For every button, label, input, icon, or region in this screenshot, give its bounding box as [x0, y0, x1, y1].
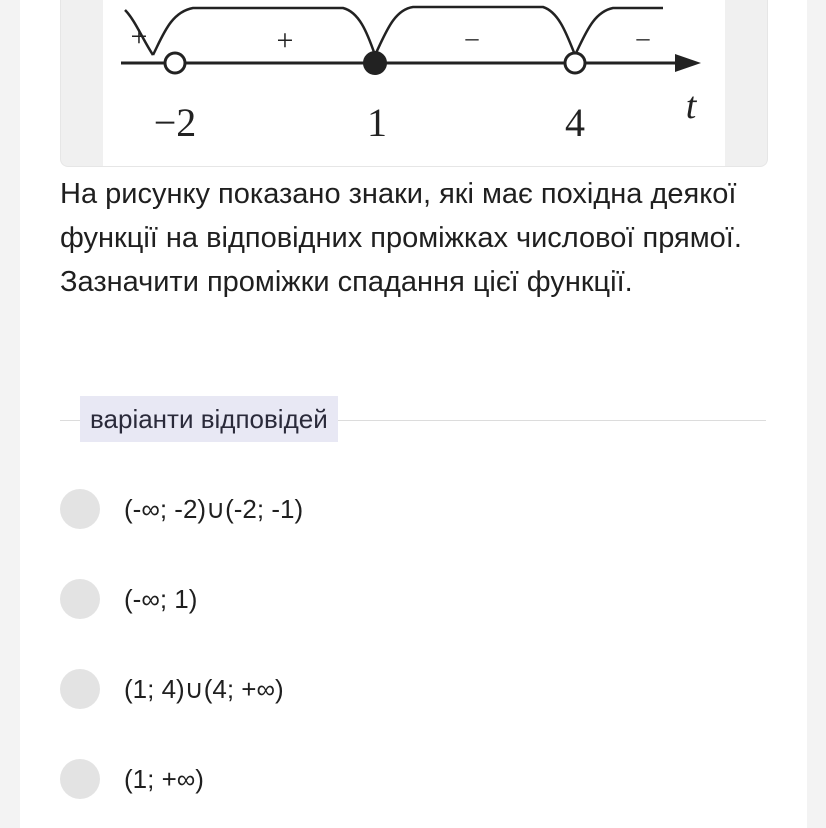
sign-label: +: [130, 20, 148, 53]
point-open-4: [565, 53, 585, 73]
question-card: [20, 0, 807, 828]
number-line-figure: [103, 0, 725, 166]
answer-option-label: (-∞; -2)∪(-2; -1): [124, 493, 304, 524]
radio-button[interactable]: [60, 489, 100, 529]
answer-option[interactable]: [60, 487, 303, 531]
question-text: На рисунку показано знаки, які має похідна деякої функції на відповідних проміжках числової прямої. Зазначити проміжки спадання цієї функції.: [60, 178, 742, 298]
answer-option[interactable]: [60, 577, 197, 621]
tick-label: −2: [153, 100, 197, 145]
answer-option-label: (1; +∞): [124, 763, 204, 794]
axis-arrow-icon: [675, 54, 701, 72]
point-open-minus2: [165, 53, 185, 73]
radio-button[interactable]: [60, 669, 100, 709]
radio-button[interactable]: [60, 759, 100, 799]
answer-option-label: (1; 4)∪(4; +∞): [124, 673, 284, 704]
radio-button[interactable]: [60, 579, 100, 619]
sign-label: +: [276, 24, 294, 57]
axis-label: t: [685, 85, 697, 127]
sign-label: –: [636, 23, 650, 52]
answers-section-label: варіанти відповідей: [80, 396, 338, 442]
arc-1: [153, 8, 375, 55]
tick-label: 1: [367, 100, 387, 145]
figure-container: [60, 0, 768, 167]
answer-option[interactable]: [60, 667, 284, 711]
sign-label: –: [465, 23, 479, 52]
answer-option-label: (-∞; 1): [124, 583, 198, 614]
point-filled-1: [364, 52, 386, 74]
answer-option[interactable]: [60, 757, 204, 801]
number-line-svg: [103, 0, 725, 166]
arc-3: [575, 8, 663, 55]
tick-label: 4: [565, 100, 585, 145]
